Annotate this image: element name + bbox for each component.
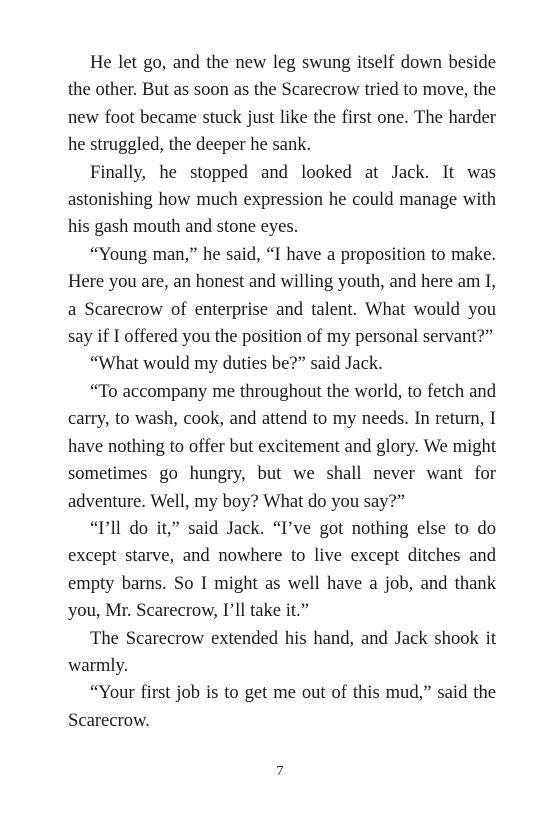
paragraph: “To accompany me throughout the world, to fetch and carry, to wash, cook, and attend to my needs. In return, I have nothing to offer but excitement and glory. We might sometimes go hungry, but we shall never want for adventure. Well, my boy? What do you say?” bbox=[68, 380, 496, 512]
paragraph: “What would my duties be?” said Jack. bbox=[90, 353, 383, 375]
page-number: 7 bbox=[276, 764, 284, 779]
paragraph: The Scarecrow extended his hand, and Jack shook it warmly. bbox=[68, 627, 496, 676]
paragraph: Finally, he stopped and looked at Jack. It was astonishing how much expression he could manage with his gash mouth and stone eyes. bbox=[68, 161, 496, 238]
paragraph: “Your first job is to get me out of this mud,” said the Scarecrow. bbox=[68, 682, 496, 731]
paragraph: “I’ll do it,” said Jack. “I’ve got nothing else to do except starve, and nowhere to live except ditches and empty barns. So I might as well have a job, and thank you, Mr. Scarecrow, I’ll take it.” bbox=[68, 517, 496, 622]
paragraph: “Young man,” he said, “I have a proposition to make. Here you are, an honest and willing youth, and here am I, a Scarecrow of enterprise and talent. What would you say if I offered you the position of my personal servant?” bbox=[68, 243, 496, 348]
paragraph: He let go, and the new leg swung itself down beside the other. But as soon as the Scarecrow tried to move, the new foot became stuck just like the first one. The harder he struggled, the deeper he sank. bbox=[68, 52, 496, 156]
body-text bbox=[68, 49, 496, 734]
